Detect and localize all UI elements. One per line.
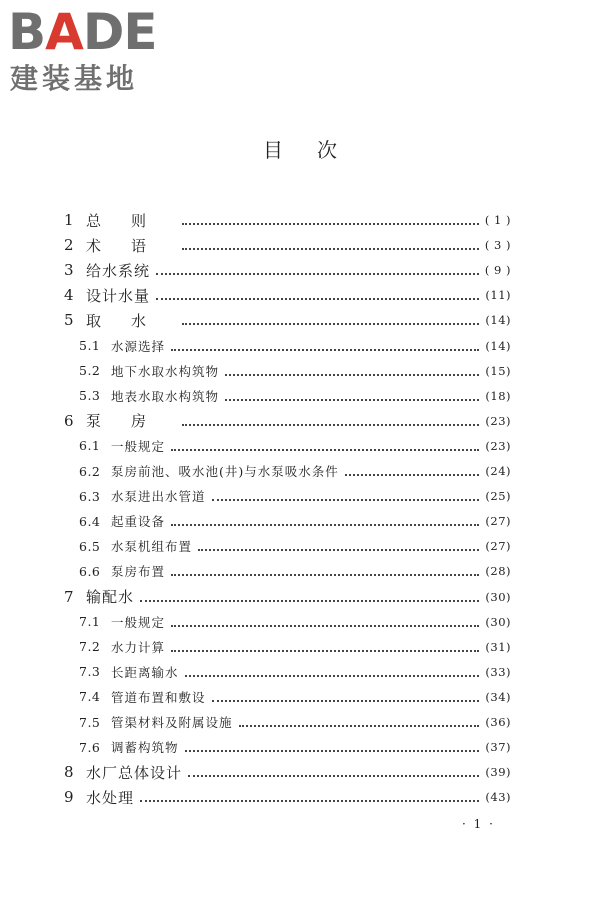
toc-entry-number: 6.1: [79, 438, 101, 454]
toc-entry[interactable]: [64, 209, 511, 231]
toc-dot-leader: [140, 786, 479, 802]
toc-entry-page: (30): [485, 614, 511, 629]
toc-entry-number: 5.2: [79, 363, 101, 379]
toc-entry[interactable]: [79, 435, 511, 457]
toc-entry-number: 7.1: [79, 614, 101, 630]
toc-entry-label: 输配水: [86, 588, 135, 606]
toc-dot-leader: [140, 586, 479, 602]
toc-entry[interactable]: [79, 460, 511, 482]
toc-entry[interactable]: [64, 284, 511, 306]
logo-wordmark: BADE: [8, 3, 157, 61]
toc-entry-page: ( 3 ): [484, 238, 511, 253]
toc-dot-leader: [185, 661, 480, 677]
toc-entry[interactable]: [79, 335, 511, 357]
toc-entry-page: (25): [485, 489, 511, 504]
toc-entry[interactable]: [64, 309, 511, 331]
toc-entry-label: 给水系统: [86, 261, 151, 280]
toc-entry-number: 7.4: [79, 689, 101, 705]
toc-entry-number: 5.3: [79, 388, 101, 404]
toc-entry-page: (14): [485, 338, 511, 353]
toc-dot-leader: [171, 435, 479, 451]
toc-entry-label: 调蓄构筑物: [111, 740, 179, 756]
toc-entry-page: (11): [485, 288, 511, 303]
toc-entry[interactable]: [79, 485, 511, 507]
toc-entry-number: 5: [64, 311, 74, 330]
toc-entry-label: 水泵机组布置: [111, 539, 193, 555]
toc-dot-leader: [156, 259, 479, 275]
toc-entry-number: 7.2: [79, 639, 101, 655]
toc-entry-label: 管渠材料及附属设施: [111, 715, 233, 730]
toc-entry[interactable]: [79, 686, 511, 708]
toc-entry[interactable]: [64, 761, 511, 783]
toc-entry-number: 6.4: [79, 513, 101, 529]
toc-dot-leader: [171, 636, 479, 652]
toc-entry-number: 6.2: [79, 463, 101, 479]
toc-entry-page: (23): [485, 438, 511, 453]
toc-entry-number: 7: [64, 587, 74, 606]
toc-entry-label: 术语: [86, 236, 177, 255]
toc-entry-label: 管道布置和敷设: [111, 689, 206, 705]
toc-entry[interactable]: [79, 560, 511, 582]
toc-entry-page: ( 9 ): [484, 263, 511, 278]
toc-entry-label: 泵房: [86, 412, 177, 431]
toc-entry-number: 9: [64, 788, 74, 807]
toc-entry-label: 长距离输水: [111, 664, 179, 680]
toc-dot-leader: [212, 485, 480, 501]
toc-dot-leader: [198, 535, 479, 551]
toc-dot-leader: [188, 761, 479, 777]
toc-dot-leader: [171, 335, 479, 351]
toc-entry-number: 5.1: [79, 338, 101, 353]
toc-entry-number: 4: [64, 286, 74, 305]
toc-entry-page: (27): [485, 539, 511, 554]
toc-entry-page: (30): [485, 589, 511, 604]
toc-entry[interactable]: [79, 661, 511, 683]
toc-entry-page: (23): [485, 413, 511, 428]
toc-dot-leader: [182, 234, 479, 250]
toc-dot-leader: [156, 284, 479, 300]
toc-entry-label: 总则: [86, 211, 177, 230]
toc-entry-page: (15): [485, 363, 511, 378]
toc-entry[interactable]: [79, 510, 511, 532]
toc-dot-leader: [212, 686, 480, 702]
bade-logo: [8, 3, 178, 96]
toc-entry[interactable]: [79, 385, 511, 407]
toc-dot-leader: [182, 410, 479, 426]
toc-entry-page: ( 1 ): [484, 213, 511, 227]
toc-entry[interactable]: [79, 711, 511, 733]
toc-entry-page: (14): [485, 313, 511, 328]
toc-dot-leader: [182, 209, 479, 225]
toc-entry-page: (18): [485, 388, 511, 403]
toc-dot-leader: [171, 510, 479, 526]
toc-dot-leader: [239, 711, 480, 727]
toc-entry-label: 取水: [86, 311, 177, 330]
toc-entry[interactable]: [64, 234, 511, 256]
toc-entry-label: 泵房布置: [111, 564, 166, 580]
toc-entry-page: (27): [485, 514, 511, 529]
toc-entry-page: (43): [485, 790, 511, 805]
toc-entry[interactable]: [79, 636, 511, 658]
toc-entry[interactable]: [79, 535, 511, 557]
toc-entry[interactable]: [79, 736, 511, 758]
toc-entry-page: (34): [485, 689, 511, 704]
toc-entry-number: 3: [64, 261, 74, 280]
toc-entry-number: 6.5: [79, 538, 101, 554]
toc-entry-label: 一般规定: [111, 614, 166, 630]
toc-entry-page: (39): [485, 765, 511, 780]
toc-entry-number: 2: [64, 236, 74, 255]
toc-entry-number: 7.3: [79, 664, 101, 680]
toc-entry-label: 泵房前池、吸水池(井)与水泵吸水条件: [111, 464, 339, 479]
toc-entry-label: 水厂总体设计: [86, 763, 183, 782]
toc-entry-label: 水力计算: [111, 639, 166, 655]
toc-dot-leader: [182, 309, 479, 325]
toc-entry-label: 地下水取水构筑物: [111, 363, 220, 379]
toc-entry-page: (31): [485, 639, 511, 654]
toc-entry-number: 7.5: [79, 714, 101, 730]
toc-entry[interactable]: [64, 586, 511, 608]
toc-entry-page: (37): [485, 740, 511, 755]
logo-subtitle: 建装基地: [10, 62, 139, 95]
toc-entry[interactable]: [64, 259, 511, 281]
page-title: 目次: [263, 138, 371, 162]
toc-entry-page: (36): [485, 715, 511, 729]
toc-entry-label: 一般规定: [111, 438, 166, 454]
toc-entry-page: (28): [485, 564, 511, 579]
toc-entry[interactable]: [79, 611, 511, 633]
toc-entry-label: 水源选择: [111, 338, 166, 354]
toc-entry-page: (33): [485, 664, 511, 679]
toc-dot-leader: [171, 611, 479, 627]
toc-entry-number: 8: [64, 763, 74, 782]
toc-dot-leader: [345, 460, 480, 476]
toc-dot-leader: [225, 360, 479, 376]
toc-entry[interactable]: [64, 786, 511, 808]
toc-dot-leader: [171, 560, 479, 576]
toc-entry[interactable]: [79, 360, 511, 382]
toc-entry-label: 水处理: [86, 788, 135, 807]
toc-entry-label: 设计水量: [86, 286, 151, 305]
toc-entry-label: 地表水取水构筑物: [111, 388, 220, 404]
page-number: · 1 ·: [462, 817, 495, 831]
toc-entry-page: (24): [485, 464, 511, 478]
toc-entry-number: 6.3: [79, 488, 101, 504]
toc-entry-number: 1: [64, 211, 74, 229]
toc-entry[interactable]: [64, 410, 511, 432]
toc-dot-leader: [185, 736, 480, 752]
toc-dot-leader: [225, 385, 479, 401]
toc-entry-number: 7.6: [79, 739, 101, 755]
toc-entry-label: 起重设备: [111, 514, 166, 530]
toc-entry-number: 6.6: [79, 563, 101, 579]
toc-entry-label: 水泵进出水管道: [111, 489, 206, 505]
toc-entry-number: 6: [64, 411, 74, 430]
